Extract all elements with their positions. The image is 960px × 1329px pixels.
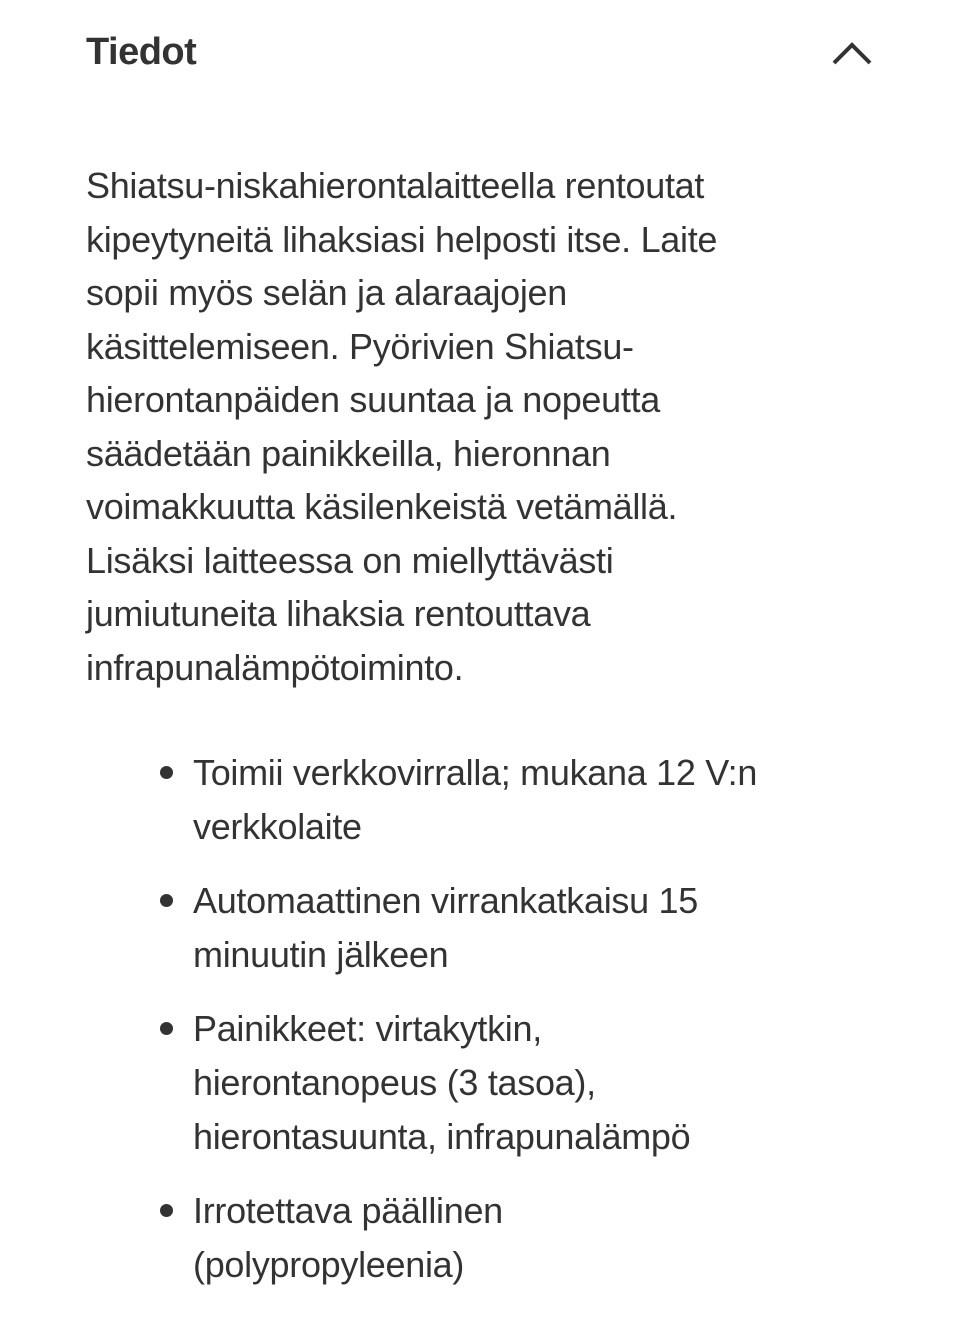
description-line: jumiutuneita lihaksia rentouttava (86, 593, 591, 634)
description-line: voimakkuutta käsilenkeistä vetämällä. (86, 486, 678, 527)
feature-line: Automaattinen virrankatkaisu 15 (193, 880, 698, 921)
feature-item (0, 746, 757, 854)
feature-line: Irrotettava päällinen (193, 1190, 503, 1231)
feature-line: hierontasuunta, infrapunalämpö (193, 1116, 691, 1157)
description-line: hierontanpäiden suuntaa ja nopeutta (86, 379, 660, 420)
chevron-up-icon[interactable] (830, 37, 874, 67)
section-header[interactable] (86, 24, 874, 80)
section-title: Tiedot (86, 30, 197, 73)
description-line: Lisäksi laitteessa on miellyttävästi (86, 539, 614, 581)
feature-line: (polypropyleenia) (193, 1244, 465, 1285)
feature-line: Toimii verkkovirralla; mukana 12 V:n (193, 752, 758, 793)
description-line: käsittelemiseen. Pyörivien Shiatsu- (86, 325, 634, 367)
bullet-icon (160, 766, 173, 779)
feature-line: verkkolaite (193, 806, 362, 847)
bullet-icon (160, 1204, 173, 1217)
feature-line: Painikkeet: virtakytkin, (193, 1008, 542, 1049)
feature-list (0, 746, 757, 1312)
bullet-icon (160, 894, 173, 907)
feature-item (0, 874, 757, 982)
description-line: sopii myös selän ja alaraajojen (86, 272, 567, 313)
description-line: infrapunalämpötoiminto. (86, 646, 464, 688)
feature-line: hierontanopeus (3 tasoa), (193, 1062, 596, 1103)
description-line: Shiatsu-niskahierontalaitteella rentoutat (86, 165, 705, 206)
feature-line: minuutin jälkeen (193, 934, 449, 975)
feature-item (0, 1002, 757, 1164)
description-line: kipeytyneitä lihaksiasi helposti itse. Laite (86, 218, 718, 260)
description-line: säädetään painikkeilla, hieronnan (86, 432, 611, 474)
description (86, 159, 717, 694)
feature-item (0, 1184, 757, 1292)
bullet-icon (160, 1022, 173, 1035)
